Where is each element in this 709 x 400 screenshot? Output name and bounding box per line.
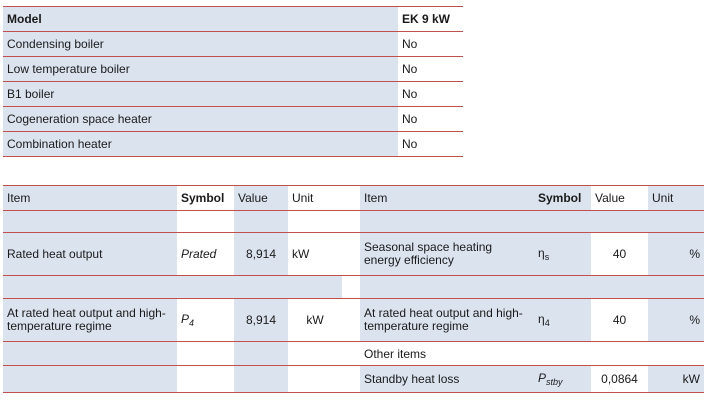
unit-prated: kW <box>288 233 342 276</box>
col-header-value: Value <box>234 186 288 211</box>
row-value: No <box>398 32 463 57</box>
table-row <box>3 32 463 57</box>
symbol-pstby: $P_{stby}$ <box>534 366 591 393</box>
symbol-prated: Prated <box>177 233 234 276</box>
model-header-label: Model <box>3 7 398 32</box>
item-standby-heat-loss: Standby heat loss <box>360 366 534 393</box>
unit-pstby: kW <box>648 366 704 393</box>
spacer-row <box>3 276 704 299</box>
model-header-row <box>3 7 463 32</box>
table-row <box>3 107 463 132</box>
parameters-table <box>3 185 704 393</box>
model-table <box>3 6 463 157</box>
row-value: No <box>398 82 463 107</box>
col-header-item: Item <box>360 186 534 211</box>
row-label: Combination heater <box>3 132 398 157</box>
item-other-items: Other items <box>360 342 534 366</box>
row-value: No <box>398 132 463 157</box>
spacer-row <box>3 211 704 233</box>
table-row <box>3 233 704 276</box>
row-value: No <box>398 107 463 132</box>
table-row <box>3 342 704 366</box>
table-row <box>3 299 704 342</box>
col-header-unit: Unit <box>288 186 342 211</box>
model-header-value: EK 9 kW <box>398 7 463 32</box>
row-label: B1 boiler <box>3 82 398 107</box>
symbol-eta-s: $\eta_s$ <box>534 233 591 276</box>
table-row <box>3 82 463 107</box>
col-header-symbol: Symbol <box>534 186 591 211</box>
table-row <box>3 57 463 82</box>
value-eta4: 40 <box>591 299 648 342</box>
col-header-symbol: Symbol <box>177 186 234 211</box>
unit-eta4: % <box>648 299 704 342</box>
table-row <box>3 132 463 157</box>
row-value: No <box>398 57 463 82</box>
value-eta-s: 40 <box>591 233 648 276</box>
value-prated: 8,914 <box>234 233 288 276</box>
table-row <box>3 366 704 393</box>
item-rated-heat-output: Rated heat output <box>3 233 177 276</box>
column-separator <box>342 186 360 211</box>
value-pstby: 0,0864 <box>591 366 648 393</box>
col-header-value: Value <box>591 186 648 211</box>
item-eta4: At rated heat output and high-temperature regime <box>360 299 534 342</box>
col-header-item: Item <box>3 186 177 211</box>
param-header-row <box>3 186 704 211</box>
row-label: Low temperature boiler <box>3 57 398 82</box>
row-label: Condensing boiler <box>3 32 398 57</box>
item-p4: At rated heat output and high-temperature regime <box>3 299 177 342</box>
col-header-unit: Unit <box>648 186 704 211</box>
unit-p4: kW <box>288 299 342 342</box>
symbol-eta4: $\eta_4$ <box>534 299 591 342</box>
row-label: Cogeneration space heater <box>3 107 398 132</box>
value-p4: 8,914 <box>234 299 288 342</box>
symbol-p4: $P_4$ <box>177 299 234 342</box>
unit-eta-s: % <box>648 233 704 276</box>
item-seasonal-efficiency: Seasonal space heating energy efficiency <box>360 233 534 276</box>
